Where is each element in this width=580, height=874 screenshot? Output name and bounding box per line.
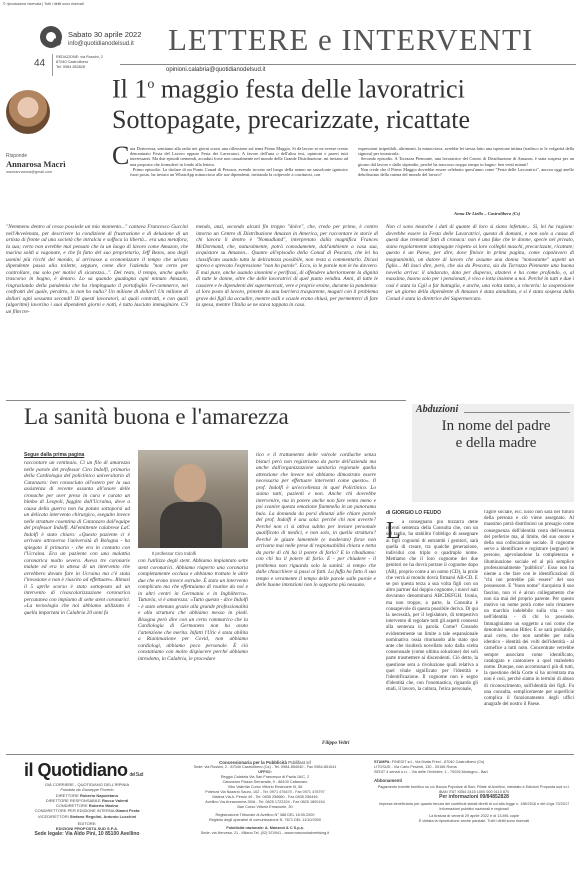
abduzioni-column-1: a consegnarsi più bizzarra delle recenti sentenza della Consulta che, con un sol taglio, ha stabilito l'obbligo di assegnare ai figli cognomi di entrambi i genitori, sarà quella di creare, tra qualche generazione, individui con triplo o quadruplo nome. Mettiamo che il loro cognome dei due genitori ne ha dovrà portare il cognome dopo (AB), proprio come a un uomo (CD), la prole che verrà al mondo dovrà firmarsi AB-CD. E se poi questa terza a sua volta figli con un altro partner dal doppio cognome, i nuovi nati dovranno denominarsi ABCDEFGH. Ironia, ma non troppo, a parte, la Consulta è consapevole di questa possibile deriva. Di qui la necessità, per il legislatore, di tempestivo intervento di regolare tutti gli aspetti connessi alla sentenza in parola. Come? Creando evidentemente un limite a tale espansionale nominativa ossia ritornando allo stato quo ante che risulterà novellato solo dalla scelta consensuale (come ultima soluzione) dei soli parte trasmettere ai discendenti. Ciò detto, la questione sera a rivoluzione quali relativa a quel vitale significato per l'identità e l'identificazione. Il cognome non è segno d'identità che, con l'onomastica, riguarda gli studi, il lavoro, la cultura, l'etica personale, bbox=[386, 520, 478, 693]
lead-title bbox=[112, 70, 470, 135]
page-number-divider bbox=[52, 54, 53, 76]
sanita-column-2: con l'utilizzo degli stent. Abbiamo impiantato sette stent coronarici. Abbiamo riaperto una coronaria completamente occlusa e abbiamo trattato le altre due che erano invece ostruite. È stato un intervento complicato ma che effettuiamo di routine da noi e in altri centri in Germania e in Inghilterra». Tuttavia, vi è amarezza: «Tutto questo - dice Indolfi - è stato ottenuto grazie alla grande professionalità e alla struttura che abbiamo messo in piedi. Bisogna però dire con un certo rammarico che la Cardiologia di Germaneto non ha avuto l'attenzione che merita. Infatti l'Utic è stata abilita a Rianimazione per Covid, non abbiamo cardiologi, abbiamo poco personale. È ciò constatiamo con molto dispiacere perché abbiamo introdotto, in Calabria, le procedure bbox=[138, 558, 248, 662]
abduzioni-tag-rule bbox=[464, 412, 570, 413]
colophon-concessionaria: Concessionaria per la Pubblicità Publifast srl Sede: via Rossini, 2 - 87040 Castrolibero (Cs) - Tel. 0984-854040 - Fax 0984-851041 UFFICI: Reggio Calabria Via San Francesco di Paola 16/C, 2 Catanzaro Piazza Serravalle, 9 - 88100 Catanzaro Vibo Valentia Corso Vittorio Emanuele III, 56 Potenza Via Nazario Sauro, 102 - Tel. 0971 476470 - Fax 0971 476797 Matera Via A. Persio 40 - Tel. 0835 256660 - Fax 0835 256446 Avellino Via Annarumma 39/A - Tel. 0825 1722324 - Fax 0825 1800154 Bari Corso Vittorio Emanuele, 30 Registrazione Tribunale di Avellino N° 388 DEL 18.05.2000 Registro degli operatori di comunicazione N. 7671 DEL 11/10/2000 Pubblicità nazionale: A. Manzoni & C S.p.a. Sede: via Nervesa, 21 - Milano Tel. (02) 574941 - www.manzoniadvertising.it bbox=[193, 760, 337, 835]
responder-photo bbox=[6, 90, 50, 134]
page-number: 44 bbox=[34, 58, 46, 69]
reply-column-3: Non ci sono neanche i dati di quante di loro si siano infettate... Sì, lei ha ragione: dovrebbe essere la Festa delle Lavoratrici, questa di domani, e non solo a causa di questi due tremendi fatti di cronaca: non è una fake che le donne, specie nel privato, siano regolarmente sottopagate rispetto ai loro colleghi maschi, precarizzate, ricattate; questo è un Paese, per dire, dove finisce in prima pagina, come capolavoro di magnanimità, un datore di lavoro che assume una donna "nonostante" aspetti un figlio... Mi lasci dire, però, che sia da Pescara, sia da Torrazza Piemonte una buona novella arriva: il sindacato, dato per disperso, alzatevi e ha come profondo, o, al massimo, buono solo per i pensionati, è vivo e lotta insieme a noi. Perché in tutti e due i casi è stata la Cgil a far battaglia, e anche, una volta tanto, a vincerla: la sospensione per un giorno della dipendente di Amazon è stata annullata, e si è stata sospesa dalla Conad è stata la direttrice del Supermercato. bbox=[386, 224, 574, 302]
colophon-top-rule bbox=[6, 754, 574, 755]
colophon-logo: il Quotidiano del Sud bbox=[24, 760, 143, 780]
lead-title-line2: Sottopagate, precarizzate, ricattate bbox=[112, 104, 471, 134]
section-title: LETTERE e INTERVENTI bbox=[168, 22, 534, 57]
colophon-stampa: STAMPA: FINEDIT srl - Via Motta Primi - 87040 Castrolibero (Cs) LITOSUD - Via Carlo Pesenti, 130 - 00156 Roma SEDIT 4 servizi s.r.l. - Via delle Orchidee, 1 - 70026 Modugno - Bari Abbonamenti Pagamento tramite bonifico su c/c Banca Popolare di Bari, Filiale di Avellino, intestato a Edizioni Proposta sud s.r.l. IBAN IT67 X054 2415 1000 000 0110 870 Per informazioni 09/84852828 Impresa beneficiaria per quanto tenuta dei contributi statali diretti di cui alla legge n. 198/2016 e del d.lgs 70/2017 Informazioni pubblici nazionali e regionali La tiratura di venerdì 29 aprile 2022 è di 13.891 copie È vietata la riproduzione anche parziale. Tutti i diritti sono riservati bbox=[374, 760, 571, 823]
indolfi-photo-caption: Il professor Ciro Indolfi bbox=[152, 551, 196, 556]
sanita-signature: Filippo Veltri bbox=[322, 741, 350, 746]
abduzioni-title: In nome del padre e della madre bbox=[441, 418, 551, 451]
reply-column-1: "Nemmeno dentro al cesso possiede un mio momento..." cantava Francesco Guccini nell'Avvelenata, per descrivere la condizione di frustrazione e di delusione di un artista di fronte ad una società che intralcia e soffoca la libertà... era una metafora, la sua; certo non avrebbe mai pensato che la un luogo di lavoro come Amazon, che macina soldi a vagonate, e che fa fatto del suo proprietario, Jeff Bezos, uno degli uomini più ricchi del mondo, si arrivasse a economizzare il tempo che un'una dipendente passa alla toilette, seppure, come dice l'azienda "non certo per controllare, ma solo per motivi di sicurezza...". Del resto, il tempo, anche quello trascorso in bagno, è denaro. Lo sa quando guadagna ogni minuto Amazon, ringraziando della pandemia che ha rimpinguato il portafoglio l'e-commerce, nei confronti del quale, peraltro, io non ho nulla? Un milione di dollari! Un milione di dollari ogni sessanta secondi! Di questi lavoratori, ai quali contratti, e con quali (algoritmi) lavorino i suoi dipendenti giorni e notti, è tutto lasciato immaginare. C'è un film tre- bbox=[6, 224, 188, 315]
letter-dropcap: C bbox=[112, 141, 130, 170]
issue-date: Sabato 30 aprile 2022 bbox=[68, 30, 142, 39]
info-email[interactable]: info@quotidianodelsud.it bbox=[68, 41, 134, 47]
redazione-city: 87040 Castrolibero bbox=[56, 60, 89, 64]
lead-title-line1: Il 1$^o$ maggio festa delle lavoratrici bbox=[112, 74, 465, 104]
abduzioni-byline-shown: di GIORGIO LO FEUDO bbox=[386, 510, 441, 516]
top-notice: © riproduzione riservata | Tutti i diritti sono riservati bbox=[3, 2, 84, 6]
colophon-staff: GIÀ CORRIERE - QUOTIDIANO DELL'IRPINIA Fondato da Giuseppe Poverio DIRETTORE Roberto Napoletano DIRETTORE RESPONSABILE Rocco Valenti CONDIRETTORE Roberto Marino CONDIRETTORE PER EDIZIONE INTERNA Gianni Festa VICEDIRETTORI Stefano Regolini, Antonio Lucchini EDITORE: EDIZIONI PROPOSTA SUD S.P.A. Sede legale: Via Aldo Pini, 10 85100 Avellino bbox=[34, 782, 140, 837]
redazione-block bbox=[56, 55, 103, 70]
indolfi-photo bbox=[138, 450, 248, 548]
sanita-kicker: Segue dalla prima pagina bbox=[24, 452, 85, 458]
redazione-tel: Tel. 0984 852828 bbox=[56, 65, 86, 69]
redazione-address: REDAZIONE: via Rossini, 2 bbox=[56, 55, 103, 59]
sanita-column-1: raccontare un centinaio. Ci un filo di amarezza nelle parole del professor Ciro Indolfi, primario della Cardiologia del policlinico universitario di Catanzaro: ben conosciuto all'estero per la sua assistenza di recente assunta all'onore delle cronache per aver preso in cura e curato un bimbo di Leopoli, fuggito dall'Ucraina, dove a causa della guerra non ha potuto sottoporsi ad un delicato intervento chirurgico, eseguito invece nelle strutture cosentina di Catanzaro dall'equipe del professor Indolfi. All'emittente calabrese LaC Indolfi è stato chiaro: «Questo paziente ci è arrivato attraverso l'università di Bologna - ha spiegato il primario - che era in contatto con l'Ucraina. Era un paziente con una malattia coronarica molto severa. Aveva tre coronarie malate ed era in attesa di un intervento che avrebbero dovuto fare in Ucraina ma c'è stata l'invasione e non è riuscito ad effettuare». Rimasi il 5 aprile scorso è stato sottoposto ad un intervento di rivascolarizzazione coronarica percutanea con impianto di sette stent coronarici. «La tecnologia che noi abbiamo utilizzato è quella importata in Calabria 20 anni fa bbox=[24, 460, 130, 616]
abduzioni-tag: Abduzioni bbox=[416, 404, 459, 415]
responder-name: Annarosa Macrì bbox=[6, 159, 66, 169]
newspaper-q-logo-icon bbox=[40, 26, 62, 48]
abduzioni-dropcap: L bbox=[386, 518, 401, 544]
reply-column-2: mendo, anzi, secondo alcuni fin troppo "dolce", che, credo per primo, è contro intorno un Centro di Distribuzione Amazon in America, per raccontare le storie di chi lavora lì dentro è "Nomadland", interpretato dalla magnifica Frances McDormand, che, naturalmente, potrà comodamente, dall'ambiente a casa sua, acquistare su Amazon... Quanto all'episodio della Conad di Pescara, che lei ha classificato usando tutta la delicatezza possibile, non resta a commentarlo. Dicasi spreco e sprecato l'espressione "non ho parole". Ecco, io le parole non le ho davvero. E mai pure, anche usando sinonimi e perifrasi, di offendere ulteriormente la dignità di tutte le donne, oltre che delle lavoratrici di quel punto vendita. Anni, di tutte le cassiere e le dipendenti dei supermercati, vere e proprie eroine, durante la pandemia: al loro posto di lavoro, protette da una barriera trasparente, magari con il problema grave dei figli da accudire, mentre asili e scuole erano chiusi, per permetterci di fare la spesa, mentre l'Italia se ne stava tappata in casa. bbox=[196, 224, 378, 308]
sanita-column-3: tico e il trattamento delle valvole cardiache senza bisturi però non registriamo da parte dell'azienda ma anche dall'organizzazione sanitaria regionale quella attenzione che invece noi abbiamo dimostrato essere necessaria per effettuare interventi come questo». Il prof. Indolfi è un'eccellenza in quel Policlinico. Lo siamo tutti, pazienti e non. Anche chi dovrebbe intervenire, ma in potere anche non fare vento meno e poi svanire questa emozione fiammella in un panorama buio. La domanda da porsi dinanzi alle chiare parole del prof. Indolfi è una sola: perché chi non avverte? Perché non ci si attiva subito per inviare personale qualificato di medici, e non solo, in quella struttura? Perché le giuste lamentele (e moderate) forse non arrivano mai nelle prese di responsabilità chiara e netta da parte di chi ha il potere di farlo? E lo ribadiamo: con chi ha il potere di farlo. E - per chiudere - il problema non riguarda solo la sanità: si tempo che dalle chiacchiere si passi ai fatti. La fuffa ha fatto il suo tempo e veramente il tempo delle parole sulle parole e delle buone intenzioni non lo sopporta più nessuno. bbox=[256, 452, 376, 588]
letter-signature: Anna De Liello – Castrolibero (Cs) bbox=[454, 211, 521, 216]
sanita-title: La sanità buona e l'amarezza bbox=[24, 404, 289, 429]
letter-column-1: ara Dottoressa, sentiamo alla radio nei giorni scorsi una riflessione sul tema Primo Maggio. Si dà lavoro se ne avesse creato denominato Festa del Lavoro oppure Festa dei Lavoratori. A favore dell'una o dell'altra tesi, opinioni e pareri tutti interessanti. Ma due episodi tremendi, accaduti forse non casualmente nel mondo della Grande Distribuzione, mi inviano ad una proposta che formulerò in fondo alla lettera. Primo episodio. La titolare di un Punto Conad di Pescara, avendo trovato nel luogo della nonno un sassolonte ignimico fuori posto, ha inviato un WhatsApp minaccioso alle sue dipendenti, invitando la colpevole a costituirsi, con bbox=[130, 146, 348, 178]
masthead-bottom-rule bbox=[120, 64, 576, 65]
abduzioni-column-2: l'agire sociale, ecc. Esso non sarà nel futuro della persona e ciò viene assegnato. Al massimo potrà distribuirsi un presagio come conseguenza dell'identità cesta dell'essenza del preferire ma, al limite, del suo onore e della sua collocazione sociale. Il cognome serve a identificare e registrare (segnare) le persone, agevolandone la completezza e illuminazione sociale ed al più semplice professionalmente "pubblico". Esso non ha niente a che fare con le identificazioni di "chi noi potrebbe più essere" del suo possessore. E "buon nome" riacquista il suo fascino, non vi è alcun collegamento che non sia mai del proprio parente. Per questo motivo un nome potrà come solo rimanere un marchio indelebile sulla vita - non nell'identità - di chi lo possiede. Immaginiamo un soggetto a noi come che denomini nessun Hitler. E se sarà probabile, anzi certo, che non sarebbe per nulla identico - identità dei volti dell'identità - al carnefice a tutti noto. Concentrate verrebbe sempre associato come identificato, catalogato e cantoniere a quel maledetto nome. Dunque, non accomunarci più di tutti, la questione della Corte si ha un'entrata ma non è così, perché siamo in termini di abuso di riconoscimento, sull'identità dei figli. Fu una consulta, semplicemente per superficie complica il funzionamento degli uffici anagrafe del nostro il Paese. bbox=[484, 510, 574, 708]
masthead bbox=[0, 12, 580, 73]
sanita-top-rule bbox=[6, 400, 406, 401]
responder-label: Risponde bbox=[6, 153, 28, 159]
opinioni-email[interactable]: opinioni.calabria@quotidianodelsud.it bbox=[166, 67, 266, 73]
responder-email[interactable]: macriannarosa@gmail.com bbox=[6, 170, 53, 174]
letter-column-2: espressioni irripetibili, altrimenti, la minacciava, avrebbe lei stessa fatto una ispezione intima (tradisco io le volgarità della signora) per incastrarla. Secondo episodio. A Torrazza Piemonte, una lavoratrice del Centro di Distribuzione di Amazon, è stata sospesa per un giorno dal lavoro e dallo stipendio, perché ha trascorso troppo tempo in bagno: ben venti minuti! Non crede che il Primo Maggio dovrebbe essere celebrato quest'anno come "Festa delle Lavoratrici", ancora oggi anello debolissimo della catena del mondo del lavoro? bbox=[358, 146, 574, 178]
